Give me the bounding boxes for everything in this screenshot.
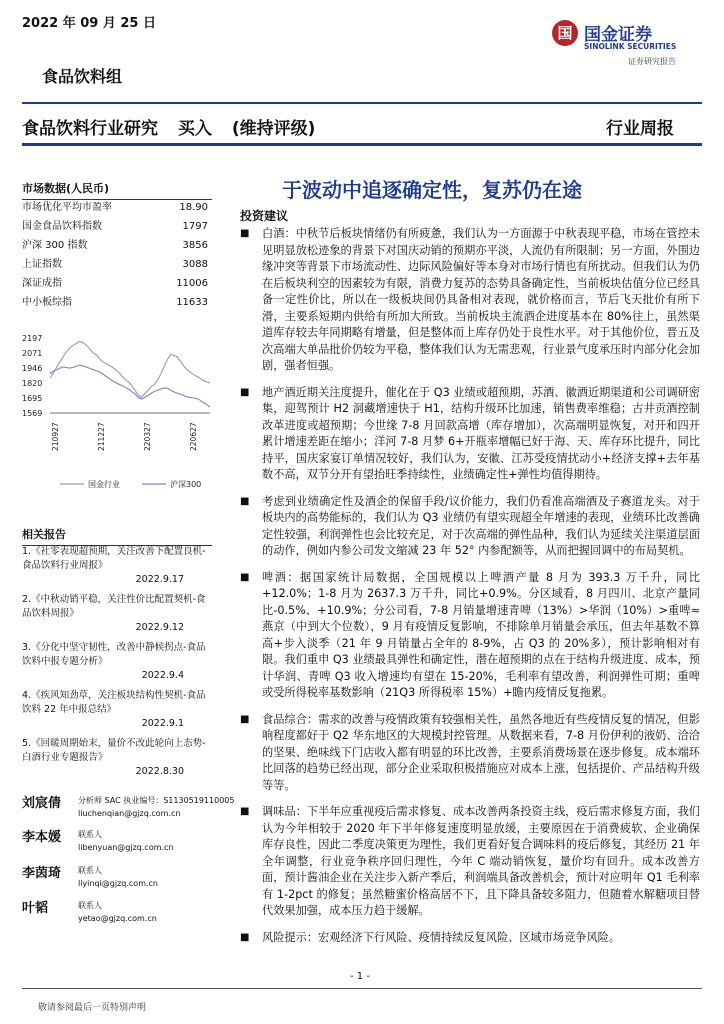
series-line-0 [50,341,210,397]
market-row: 沪深 300 指数 3856 [22,240,208,251]
research-group: 食品饮料组 [42,67,123,86]
market-row: 市场优化平均市盈率 18.90 [22,202,208,213]
x-tick-label: 220627 [189,422,198,451]
market-data-table [22,198,212,312]
report-date: 2022 年 09 月 25 日 [22,16,156,31]
analyst-title: 联系人 [78,830,102,839]
analyst-email[interactable]: yetao@gjzq.com.cn [78,914,157,923]
analyst-email[interactable]: libenyuan@gjzq.com.cn [78,843,174,852]
related-report-item[interactable]: 3.《分化中坚守韧性，改善中静候拐点-食品饮料中报专题分析》 2022.9.4 [22,642,206,681]
report-heading [22,114,329,139]
page-number: - 1 - [350,971,370,982]
market-row: 深证成指 11006 [22,278,208,289]
analyst-title: 分析师 SAC 执业编号：S1130519110005 [78,796,235,805]
advice-paragraph: ■ 地产酒近期关注度提升，催化在于 Q3 业绩或超预期，苏酒、徽酒近期渠道和公司调研密集，迎驾预计 H2 洞藏增速快于 H1，结构升级环比加速，销售费率维稳；古井贡酒控制改革进度或超预期；今世缘 7-8 月回款高增（库存增加），次高端明显恢复，对开和四开累计增速差距在缩小；洋河 7-8 月梦 6+开瓶率增幅已好于海、天、库存环比提升，同比持平，国庆家宴订单情况较好，我们认为，安徽、江苏受疫情扰动小+经济支撑+去年基数不高，双节分开有望抬旺季持续性，业绩确定性+弹性均值得期待。 [240,385,700,481]
related-reports-title: 相关报告 [22,526,212,546]
x-tick-label: 211227 [97,422,106,451]
brand-name-en: SINOLINK SECURITIES [584,42,677,51]
divider-top [22,102,702,104]
market-data-title: 市场数据(人民币) [22,180,212,200]
bullet-icon: ■ [240,495,250,507]
series-line-1 [50,365,210,407]
y-tick-label: 2197 [22,334,43,343]
analyst-name: 李本媛 [22,830,62,845]
index-line-chart [22,318,216,498]
advice-paragraph: ■ 考虑到业绩确定性及酒企的保留手段/议价能力，我们仍看准高端酒及子赛道龙头。对于板块内的高势能标的，我们认为 Q3 业绩仍有望实现超全年增速的表现，业绩环比改善确定性较强，利润弹性也会比较充足，对于次高端的弹性品种，我们认为延续关注渠道层面的动作，例如内参公司发文缩减 23 年 52° 内参配额等，从而把握回调中的布局契机。 [240,494,700,557]
x-tick-label: 210927 [51,422,60,451]
rating-note: (维持评级) [231,119,316,139]
advice-paragraph: ■ 风险提示：宏观经济下行风险、疫情持续反复风险、区域市场竞争风险。 [240,930,700,947]
analyst-email[interactable]: liyinqi@gjzq.com.cn [78,879,158,888]
analyst-name: 李茵琦 [22,866,62,881]
bullet-icon: ■ [240,931,250,943]
disclaimer-link[interactable]: 敬请参阅最后一页特别声明 [38,1003,147,1013]
report-type: 食品饮料行业研究 [22,119,158,139]
rating: 买入 [177,119,212,139]
market-row: 国金食品饮料指数 1797 [22,221,208,232]
report-section: 行业周报 [606,119,674,139]
related-report-item[interactable]: 1.《社零表现超预期，关注改善下配置良机-食品饮料行业周报》 2022.9.17 [22,546,206,585]
brand-subtitle: 证券研究报告 [628,57,676,66]
y-tick-label: 1695 [22,393,43,403]
analyst-name: 叶韬 [22,901,49,916]
market-row: 上证指数 3088 [22,259,208,270]
investment-advice-heading: 投资建议 [240,209,289,223]
divider-heading [22,143,702,146]
analyst-name: 刘宸倩 [22,796,62,811]
bullet-icon: ■ [240,571,250,583]
analyst-title: 联系人 [78,866,102,875]
market-row: 中小板综指 11633 [22,297,208,308]
advice-paragraph: ■ 食品综合：需求的改善与疫情政策有较强相关性，虽然各地近有些疫情反复的情况，但影响程度都好于 Q2 华东地区的大规模封控管理。从数据来看，7-8 月份伊利的液奶、洽洽的坚果、绝味线下门店收入都有明显的环比改善，主要系消费场景在逐步修复。成本端环比回落的趋势已经出现，部分企业采取积极措施应对成本上涨，包括提价、产品结构升级等等。 [240,712,700,792]
x-tick-label: 220327 [143,422,152,451]
bullet-icon: ■ [240,386,250,398]
y-tick-label: 1569 [22,409,43,418]
advice-paragraph: ■ 白酒：中秋节后板块情绪仍有所疲惫，我们认为一方面源于中秋表现平稳，市场在管控未见明显放松迹象的背景下对国庆动销的预期亦平淡，人流仍有所限制；另一方面，外围边缘冲突等背景下市场流动性、边际风险偏好等本身对市场行情也有所扰动。但我们认为仍在后板块利空的因素较为有限，消费力复苏的态势具备确定性，当前板块估值分位已经具备一定性价比，所以在一级板块间仍具备相对表现，就价格而言，节后飞天批价有所下滑，主要系短期内供给有所加大所致。当前板块主流酒企进度基本在 80%往上，虽然渠道库存较去年同期略有增量，但是整体而上库存仍处于良性水平。对于其他价位，晋五及次高端大单品批价仍较为平稳，整体我们认为无需悲观，行业景气度承压时内部分化会加剧，强者恒强。 [240,227,700,372]
bullet-icon: ■ [240,713,250,725]
advice-paragraph: ■ 啤酒：据国家统计局数据，全国规模以上啤酒产量 8 月为 393.3 万千升，同比+12.0%；1-8 月为 2637.3 万千升，同比+0.9%。分区域看，8 月四川、北京产量同比-0.5%、+10.9%；分公司看，7-8 月销量增速青啤（13%）>华润（10%）>重啤≈燕京（中到大个位数），9 月有疫情反复影响，不排除单月销量会承压，但去年基数不算高+步入淡季（21 年 9 月销量占全年的 8-9%，占 Q3 的 20%多），预计影响相对有限。我们重申 Q3 业绩最具弹性和确定性，潜在超预期的点在于结构升级进度、成本，预计华润、青啤 Q3 收入增速均有望在 15-20%，毛利率有望改善，利润弹性可期；重啤或受所得税率基数影响（21Q3 所得税率 15%）+瞻内疫情反复拖累。 [240,570,700,699]
analyst-email[interactable]: liuchenqian@gjzq.com.cn [78,809,181,818]
advice-paragraph: ■ 调味品：下半年应重视疫后需求修复、成本改善两条投资主线，疫后需求修复方面，我们认为今年相较于 2020 年下半年修复速度明显放缓，主要原因在于消费疲软、企业确保库存良性，因此二季度决策更为理性，我们更看好复合调味料的疫后修复，其经历 21 年全年调整，行业竞争秩序回归理性，今年 C 端动销恢复，量价均有回升。成本改善方面，预计酱油企业在关注步入新产季后，利润端具备改善机会，预计对应明年 Q1 毛利率有 1-2pct 的修复；虽然糖蜜价格高居不下，且下降具备较多阻力，但随着水解糖项目替代效果加强，成本压力趋于缓解。 [240,805,700,917]
bullet-icon: ■ [240,228,250,239]
related-reports-list [22,545,212,785]
y-tick-label: 1946 [22,363,43,373]
related-report-item[interactable]: 5.《回暖周期始末，量价不改此轮向上态势-白酒行业专题报告》 2022.8.30 [22,738,206,777]
legend-label: 国金行业 [88,480,120,489]
bullet-icon: ■ [240,806,250,817]
y-tick-label: 2071 [22,349,43,359]
analyst-title: 联系人 [78,901,102,910]
y-tick-label: 1820 [22,379,43,389]
logo-icon: 国 [552,20,578,46]
legend-label: 沪深300 [170,480,202,489]
related-report-item[interactable]: 4.《疾风知劲草，关注板块结构性契机-食品饮料 22 年中报总结》 2022.9.1 [22,690,206,729]
related-report-item[interactable]: 2.《中秋动销平稳，关注性价比配置契机-食品饮料周报》 2022.9.12 [22,594,206,633]
main-body [240,226,700,956]
divider-footer [22,988,702,989]
brand-name-cn: 国金证券 [584,25,652,45]
main-title: 于波动中追逐确定性，复苏仍在途 [282,178,582,202]
